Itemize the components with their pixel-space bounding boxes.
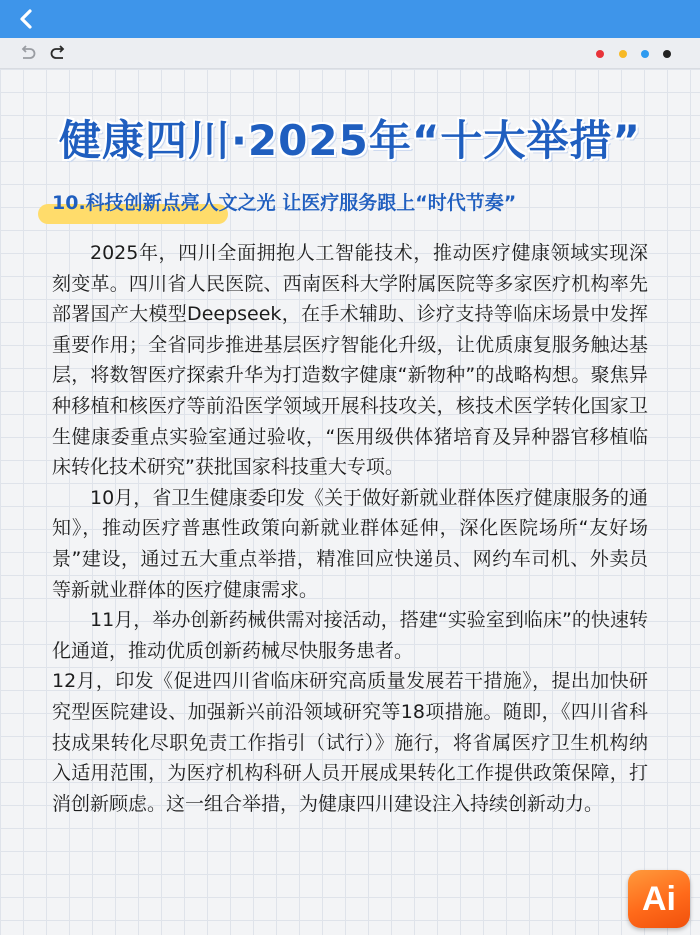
top-bar xyxy=(0,0,700,38)
black-dot xyxy=(663,50,671,58)
undo-icon xyxy=(18,45,36,61)
paragraph-1: 2025年，四川全面拥抱人工智能技术，推动医疗健康领域实现深刻变革。四川省人民医院、西南医科大学附属医院等多家医疗机构率先部署国产大模型Deepseek，在手术辅助、诊疗支持等临床场景中发挥重要作用；全省同步推进基层医疗智能化升级，让优质康复服务触达基层，将数智医疗探索升华为打造数字健康“新物种”的战略构想。聚焦异种移植和核医疗等前沿医学领域开展科技攻关，核技术医学转化国家卫生健康委重点实验室通过验收，“医用级供体猪培育及异种器官移植临床转化技术研究”获批国家科技重大专项。 xyxy=(52,242,648,479)
subtitle-block xyxy=(38,186,668,226)
paragraph-3: 11月，举办创新药械供需对接活动，搭建“实验室到临床”的快速转化通道，推动优质创新药械尽快服务患者。 xyxy=(52,609,648,662)
paragraph-2: 10月，省卫生健康委印发《关于做好新就业群体医疗健康服务的通知》，推动医疗普惠性政策向新就业群体延伸，深化医院场所“友好场景”建设，通过五大重点举措，精准回应快递员、网约车司机、外卖员等新就业群体的医疗健康需求。 xyxy=(52,486,648,601)
article-body xyxy=(52,238,648,819)
back-button[interactable] xyxy=(14,6,38,32)
page-title: 健康四川·2025年“十大举措” xyxy=(58,116,642,165)
ai-assistant-button[interactable] xyxy=(628,870,690,928)
undo-button[interactable] xyxy=(16,43,38,63)
ai-badge-label: Ai xyxy=(642,879,676,918)
editor-toolbar xyxy=(0,38,700,69)
chevron-left-icon xyxy=(18,8,34,30)
yellow-dot xyxy=(619,50,627,58)
redo-button[interactable] xyxy=(48,43,70,63)
paragraph-4: 12月，印发《促进四川省临床研究高质量发展若干措施》，提出加快研究型医院建设、加强新兴前沿领域研究等18项措施。随即，《四川省科技成果转化尽职免责工作指引（试行）》施行，将省属医疗卫生机构纳入适用范围，为医疗机构科研人员开展成果转化工作提供政策保障，打消创新顾虑。这一组合举措，为健康四川建设注入持续创新动力。 xyxy=(52,670,648,815)
redo-icon xyxy=(50,45,68,61)
blue-dot xyxy=(641,50,649,58)
subtitle: 10.科技创新点亮人文之光 让医疗服务跟上“时代节奏” xyxy=(52,192,517,214)
red-dot xyxy=(596,50,604,58)
